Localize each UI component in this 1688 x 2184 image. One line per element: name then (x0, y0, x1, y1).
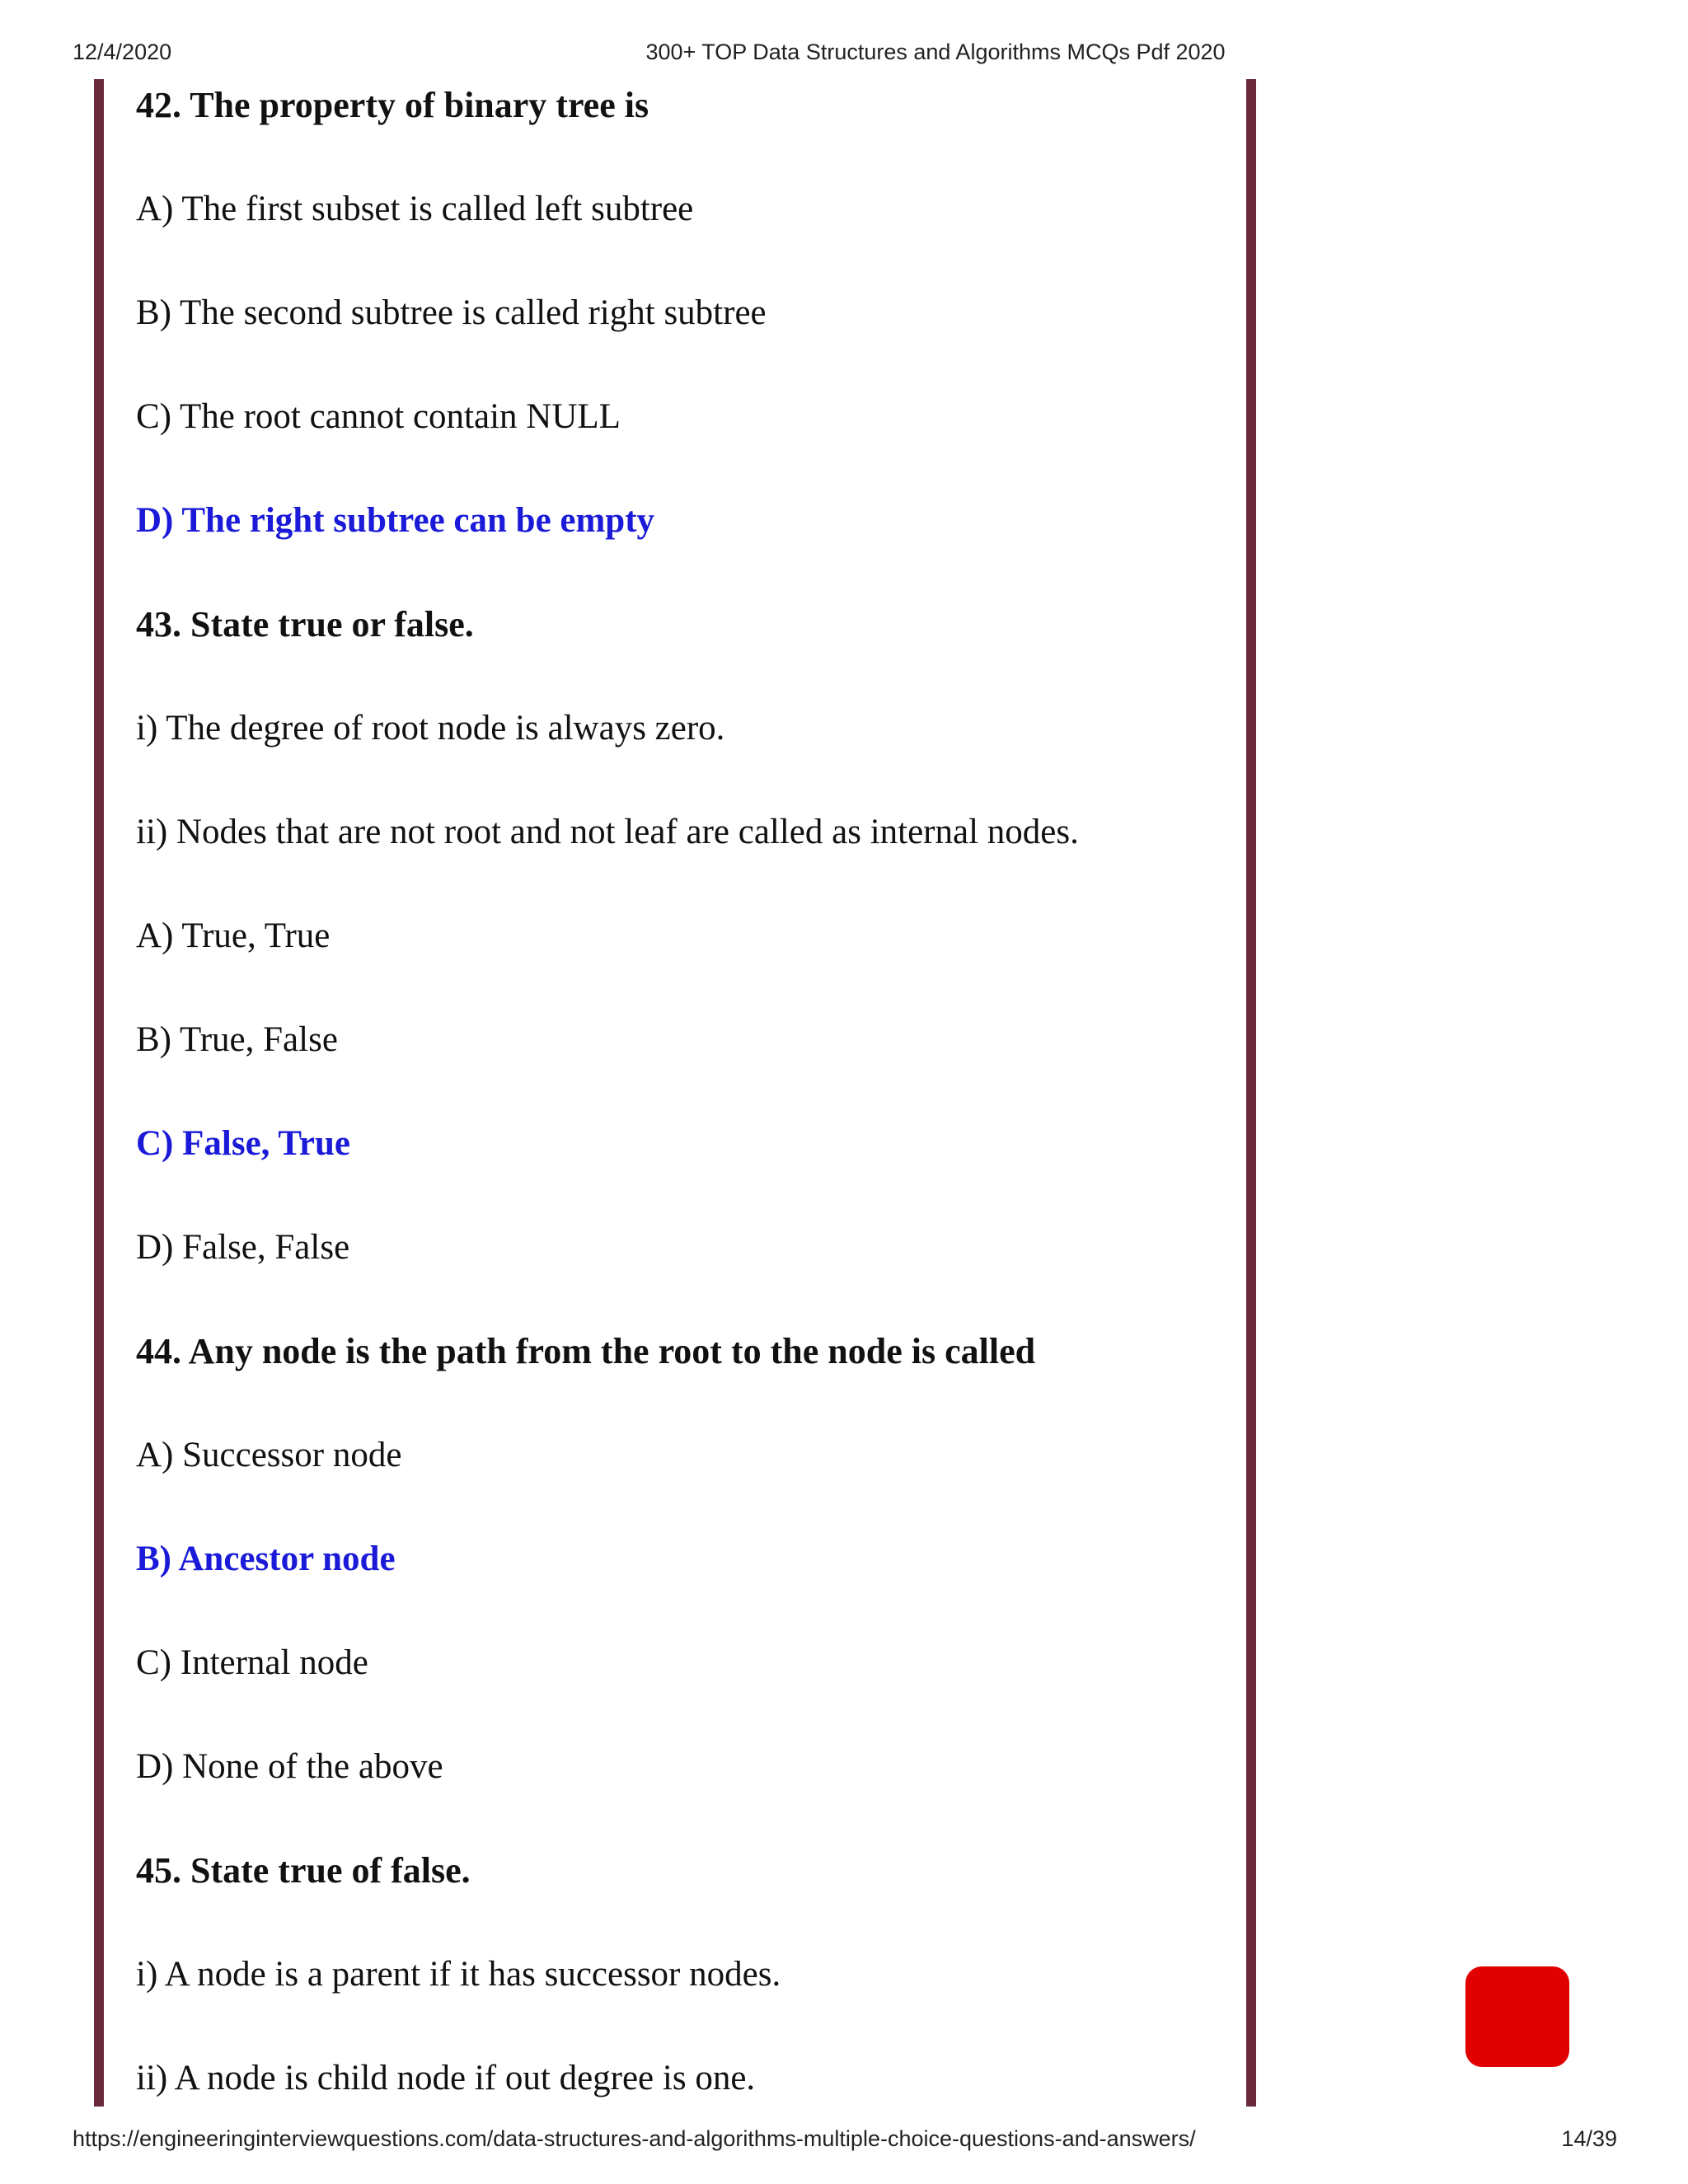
question-42: 42. The property of binary tree is (136, 85, 649, 125)
content-border-left (94, 79, 104, 2107)
print-footer (0, 2126, 1688, 2156)
q44-option-c: C) Internal node (136, 1643, 368, 1682)
q42-option-b: B) The second subtree is called right subtree (136, 293, 767, 332)
q42-option-a: A) The first subset is called left subtree (136, 190, 694, 228)
q44-option-a: A) Successor node (136, 1436, 402, 1474)
q43-statement-1: i) The degree of root node is always zero. (136, 709, 725, 748)
print-title: 300+ TOP Data Structures and Algorithms MCQs Pdf 2020 (645, 40, 1226, 64)
q43-option-a: A) True, True (136, 916, 331, 955)
q44-option-d: D) None of the above (136, 1747, 443, 1786)
print-date: 12/4/2020 (73, 40, 172, 64)
q45-statement-2: ii) A node is child node if out degree is one. (136, 2059, 756, 2097)
question-43: 43. State true or false. (136, 604, 474, 644)
q43-option-d: D) False, False (136, 1228, 350, 1267)
question-45: 45. State true of false. (136, 1850, 471, 1891)
q42-option-d-answer: D) The right subtree can be empty (136, 501, 655, 540)
page-number: 14/39 (1561, 2126, 1617, 2151)
q45-statement-1: i) A node is a parent if it has successor nodes. (136, 1955, 781, 1994)
page-url: https://engineeringinterviewquestions.com/data-structures-and-algorithms-multiple-choice-questions-and-answers/ (73, 2126, 1196, 2151)
floating-action-button[interactable] (1465, 1966, 1569, 2067)
content-border-right (1246, 79, 1256, 2107)
q44-option-b-answer: B) Ancestor node (136, 1540, 396, 1578)
mcq-content (136, 81, 1232, 2158)
print-header (0, 40, 1688, 69)
question-44: 44. Any node is the path from the root to the node is called (136, 1331, 1036, 1371)
q43-option-b: B) True, False (136, 1020, 338, 1059)
q42-option-c: C) The root cannot contain NULL (136, 397, 621, 436)
q43-option-c-answer: C) False, True (136, 1124, 350, 1163)
q43-statement-2: ii) Nodes that are not root and not leaf are called as internal nodes. (136, 813, 1079, 851)
